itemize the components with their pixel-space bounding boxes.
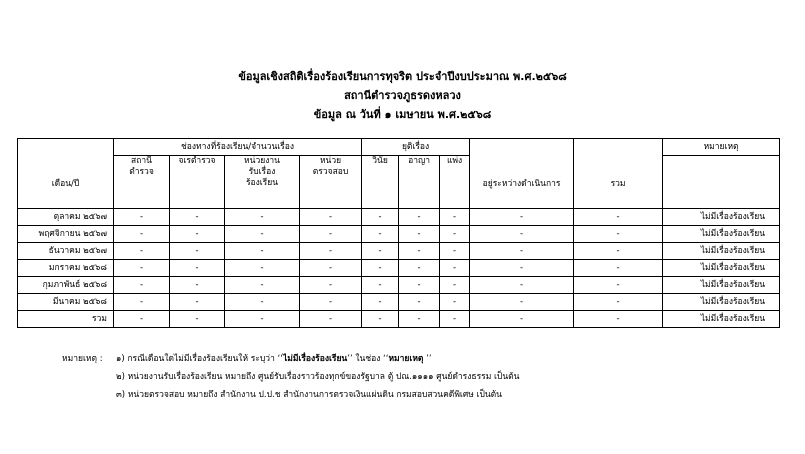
row-month: ธันวาคม ๒๕๖๗ <box>18 243 114 260</box>
table-row <box>18 294 780 311</box>
report-title: ข้อมูลเชิงสถิติเรื่องร้องเรียนการทุจริต ประจำปีงบประมาณ พ.ศ.๒๕๖๘ <box>238 70 567 83</box>
header-month: เดือน/ปี <box>18 139 114 209</box>
row-value: - <box>170 260 225 277</box>
row-value: - <box>300 260 362 277</box>
footnote-1-part: ’’ <box>423 354 432 364</box>
footnote-1-emphasis: ไม่มีเรื่องร้องเรียน <box>282 354 348 364</box>
header-receiving-agency <box>225 156 300 209</box>
row-value: - <box>114 226 170 243</box>
station-name: สถานีตำรวจภูธรดงหลวง <box>344 89 461 102</box>
row-value: - <box>114 277 170 294</box>
row-month: กุมภาพันธ์ ๒๕๖๘ <box>18 277 114 294</box>
row-value: - <box>170 277 225 294</box>
header-channels-group: ช่องทางที่ร้องเรียน/จำนวนเรื่อง <box>114 139 362 156</box>
row-value: - <box>399 209 440 226</box>
row-remark: ไม่มีเรื่องร้องเรียน <box>663 277 780 294</box>
header-disciplinary: วินัย <box>362 156 399 209</box>
footnote-1-part: ๑) กรณีเดือนใดไม่มีเรื่องร้องเรียนให้ ระบุว่า ‘‘ <box>116 354 283 364</box>
table-row <box>18 209 780 226</box>
row-value: - <box>362 311 399 328</box>
data-date: ข้อมูล ณ วันที่ ๑ เมษายน พ.ศ.๒๕๖๘ <box>313 108 492 121</box>
header-inspection-line: ตรวจสอบ <box>312 167 349 177</box>
row-value: - <box>440 243 470 260</box>
header-station-line: ตำรวจ <box>129 167 154 177</box>
row-value: - <box>362 209 399 226</box>
row-value: - <box>470 260 574 277</box>
row-value: - <box>300 277 362 294</box>
row-value: - <box>225 311 300 328</box>
footnotes <box>62 350 519 404</box>
row-value: - <box>362 243 399 260</box>
header-inspection-agency <box>300 156 362 209</box>
row-value: - <box>170 226 225 243</box>
row-remark: ไม่มีเรื่องร้องเรียน <box>663 294 780 311</box>
footnote-3-text: ๓) หน่วยตรวจสอบ หมายถึง สำนักงาน ป.ป.ช สำนักงานการตรวจเงินแผ่นดิน กรมสอบสวนคดีพิเศษ เป็นต้น <box>116 390 502 400</box>
header-receiving-line: หน่วยงาน <box>244 156 280 166</box>
footnote-1-text <box>116 350 432 368</box>
row-value: - <box>399 311 440 328</box>
row-value: - <box>399 260 440 277</box>
header-remark-blank <box>663 156 780 209</box>
header-police-inspector: จเรตำรวจ <box>170 156 225 209</box>
row-value: - <box>225 243 300 260</box>
row-value: - <box>440 260 470 277</box>
row-value: - <box>362 294 399 311</box>
row-value: - <box>114 311 170 328</box>
row-value: - <box>225 277 300 294</box>
footnote-indent <box>62 386 116 404</box>
footnote-1-part: ’’ ในช่อง ‘‘ <box>347 354 389 364</box>
row-month: พฤศจิกายน ๒๕๖๗ <box>18 226 114 243</box>
header-criminal: อาญา <box>399 156 440 209</box>
header-receiving-line: รับเรื่อง <box>248 167 276 177</box>
row-value: - <box>574 277 663 294</box>
row-month: มีนาคม ๒๕๖๘ <box>18 294 114 311</box>
row-value: - <box>362 260 399 277</box>
row-value: - <box>300 226 362 243</box>
header-inspection-line: หน่วย <box>319 156 342 166</box>
row-value: - <box>170 294 225 311</box>
header-remark: หมายเหตุ <box>663 139 780 156</box>
row-remark: ไม่มีเรื่องร้องเรียน <box>663 226 780 243</box>
row-value: - <box>470 226 574 243</box>
row-value: - <box>470 209 574 226</box>
footnote-2-text: ๒) หน่วยงานรับเรื่องร้องเรียน หมายถึง ศูนย์รับเรื่องราวร้องทุกข์ของรัฐบาล ตู้ ปณ.๑๑๑๑ ศูนย์ดำรงธรรม เป็นต้น <box>116 372 520 382</box>
header-receiving-line: ร้องเรียน <box>245 178 279 188</box>
row-value: - <box>362 226 399 243</box>
row-value: - <box>470 277 574 294</box>
footnote-1-emphasis: หมายเหตุ <box>388 354 424 364</box>
footnote-3 <box>62 386 519 404</box>
row-value: - <box>362 277 399 294</box>
row-value: - <box>574 311 663 328</box>
table-row <box>18 277 780 294</box>
row-value: - <box>574 209 663 226</box>
row-value: - <box>300 311 362 328</box>
row-value: - <box>440 209 470 226</box>
row-value: - <box>440 226 470 243</box>
footnote-indent <box>62 368 116 386</box>
row-remark: ไม่มีเรื่องร้องเรียน <box>663 243 780 260</box>
row-value: - <box>225 209 300 226</box>
row-month: ตุลาคม ๒๕๖๗ <box>18 209 114 226</box>
footnote-label: หมายเหตุ : <box>62 354 103 364</box>
row-value: - <box>470 294 574 311</box>
header-civil: แพ่ง <box>440 156 470 209</box>
row-value: - <box>399 294 440 311</box>
complaint-statistics-table <box>17 138 780 328</box>
row-value: - <box>399 243 440 260</box>
row-value: - <box>399 277 440 294</box>
footnote-2 <box>62 368 519 386</box>
row-value: - <box>225 226 300 243</box>
table-row <box>18 311 780 328</box>
row-value: - <box>300 243 362 260</box>
row-value: - <box>440 311 470 328</box>
header-in-progress: อยู่ระหว่างดำเนินการ <box>470 139 574 209</box>
table-row <box>18 243 780 260</box>
table-row <box>18 260 780 277</box>
row-value: - <box>574 226 663 243</box>
row-value: - <box>399 226 440 243</box>
row-value: - <box>470 311 574 328</box>
row-value: - <box>574 243 663 260</box>
row-value: - <box>170 243 225 260</box>
row-value: - <box>440 294 470 311</box>
header-total: รวม <box>574 139 663 209</box>
row-value: - <box>225 260 300 277</box>
row-value: - <box>114 209 170 226</box>
header-station-line: สถานี <box>131 156 152 166</box>
row-value: - <box>574 294 663 311</box>
row-value: - <box>114 260 170 277</box>
row-remark: ไม่มีเรื่องร้องเรียน <box>663 311 780 328</box>
row-month: มกราคม ๒๕๖๘ <box>18 260 114 277</box>
footnote-1 <box>62 350 519 368</box>
row-value: - <box>170 209 225 226</box>
row-value: - <box>114 243 170 260</box>
row-remark: ไม่มีเรื่องร้องเรียน <box>663 209 780 226</box>
row-value: - <box>470 243 574 260</box>
header-station <box>114 156 170 209</box>
row-value: - <box>574 260 663 277</box>
row-value: - <box>300 294 362 311</box>
row-value: - <box>440 277 470 294</box>
row-value: - <box>170 311 225 328</box>
row-month: รวม <box>18 311 114 328</box>
header-concluded-group: ยุติเรื่อง <box>362 139 470 156</box>
table-row <box>18 226 780 243</box>
row-value: - <box>300 209 362 226</box>
row-value: - <box>225 294 300 311</box>
row-value: - <box>114 294 170 311</box>
row-remark: ไม่มีเรื่องร้องเรียน <box>663 260 780 277</box>
